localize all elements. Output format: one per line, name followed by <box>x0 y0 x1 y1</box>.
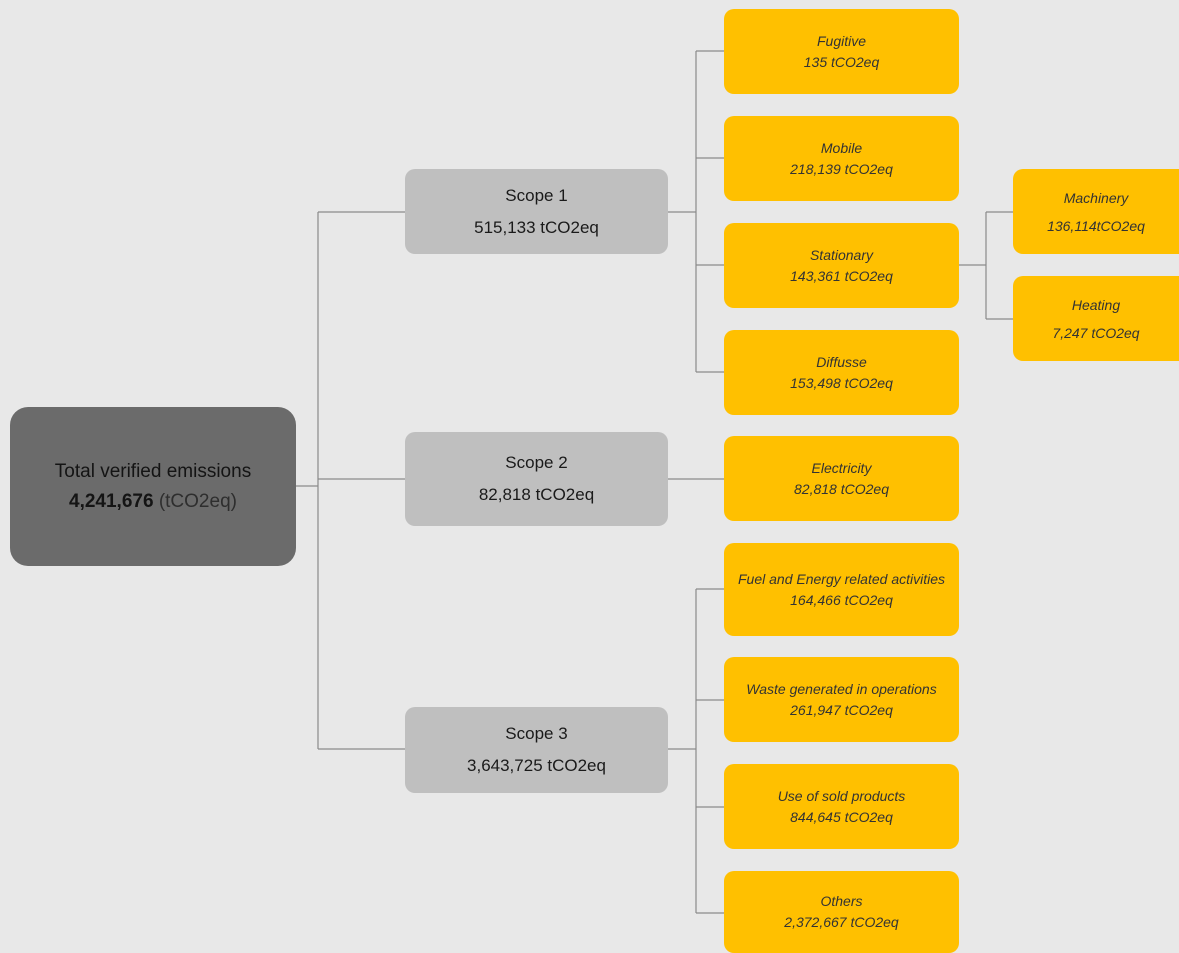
category-label: Use of sold products <box>777 787 906 804</box>
connector-scope-3 <box>667 589 724 913</box>
category-label: Electricity <box>811 459 872 476</box>
category-others-node <box>724 871 959 953</box>
total-emissions-title: Total verified emissions <box>54 460 252 482</box>
category-label: Stationary <box>809 246 874 263</box>
scope-3-title: Scope 3 <box>505 724 568 743</box>
category-value: 164,466 tCO2eq <box>790 591 893 608</box>
category-fugitive-node <box>724 9 959 94</box>
category-value: 2,372,667 tCO2eq <box>784 914 899 930</box>
total-emissions-value <box>69 487 237 517</box>
connector-scope-1 <box>667 51 724 372</box>
category-value: 143,361 tCO2eq <box>790 267 893 284</box>
category-sold-products-node <box>724 764 959 849</box>
total-emissions-node <box>10 407 296 566</box>
total-emissions-number: 4,241,676 <box>69 490 154 512</box>
subcategory-value: 7,247 tCO2eq <box>1052 324 1140 341</box>
subcategory-heating-node <box>1013 276 1179 361</box>
category-value: 153,498 tCO2eq <box>790 374 893 391</box>
subcategory-label: Heating <box>1071 296 1121 313</box>
category-electricity-node <box>724 436 959 521</box>
category-mobile-node <box>724 116 959 201</box>
scope-1-value: 515,133 tCO2eq <box>474 217 599 237</box>
scope-2-value: 82,818 tCO2eq <box>478 485 595 504</box>
scope-1-title: Scope 1 <box>505 185 568 205</box>
category-stationary-node <box>724 223 959 308</box>
category-diffusse-node <box>724 330 959 415</box>
scope-3-value: 3,643,725 tCO2eq <box>467 756 606 775</box>
category-label: Fuel and Energy related activities <box>738 570 945 587</box>
category-value: 218,139 tCO2eq <box>790 160 893 177</box>
scope-2-title: Scope 2 <box>505 453 568 472</box>
category-label: Diffusse <box>816 353 867 370</box>
category-waste-node <box>724 657 959 742</box>
category-label: Fugitive <box>816 32 867 49</box>
scope-1-node <box>405 169 668 254</box>
category-label: Waste generated in operations <box>746 680 937 697</box>
subcategory-machinery-node <box>1013 169 1179 254</box>
category-label: Mobile <box>820 139 863 156</box>
connector-stationary <box>958 212 1013 319</box>
connector-root <box>296 212 405 749</box>
subcategory-value: 136,114tCO2eq <box>1047 217 1145 234</box>
category-value: 82,818 tCO2eq <box>794 480 889 497</box>
total-emissions-unit: (tCO2eq) <box>158 490 237 512</box>
subcategory-label: Machinery <box>1063 189 1129 206</box>
category-fuel-energy-node <box>724 543 959 636</box>
category-label: Others <box>820 893 863 909</box>
scope-3-node <box>405 707 668 793</box>
category-value: 135 tCO2eq <box>803 53 880 70</box>
category-value: 261,947 tCO2eq <box>790 701 893 718</box>
scope-2-node <box>405 432 668 526</box>
category-value: 844,645 tCO2eq <box>790 808 893 825</box>
